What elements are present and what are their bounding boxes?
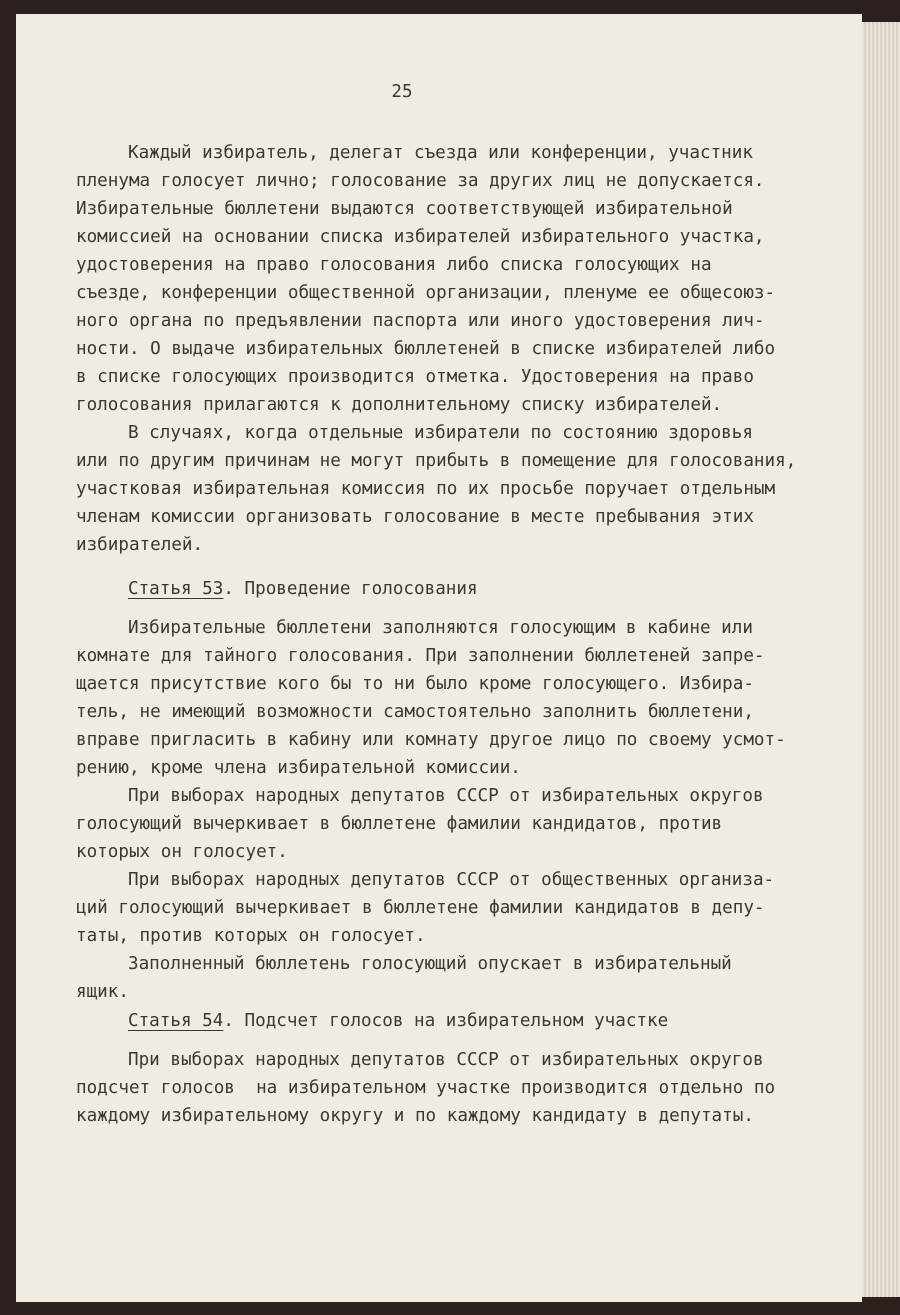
text-line: тель, не имеющий возможности самостоятельно заполнить бюллетени,: [76, 702, 754, 722]
text-line: При выборах народных депутатов СССР от общественных организа-: [128, 870, 775, 890]
document-page: [16, 14, 862, 1302]
text-line: каждому избирательному округу и по каждому кандидату в депутаты.: [76, 1106, 754, 1126]
text-line: удостоверения на право голосования либо списка голосующих на: [76, 255, 712, 275]
text-line: членам комиссии организовать голосование в месте пребывания этих: [76, 507, 754, 527]
page-text: [16, 14, 862, 1302]
text-line: Заполненный бюллетень голосующий опускает в избирательный: [128, 954, 732, 974]
article-54-title: . Подсчет голосов на избирательном участке: [223, 1011, 669, 1031]
text-line: ящик.: [76, 982, 129, 1002]
text-line: щается присутствие кого бы то ни было кроме голосующего. Избира-: [76, 674, 754, 694]
text-line: подсчет голосов на избирательном участке производится отдельно по: [76, 1078, 776, 1098]
text-line: вправе пригласить в кабину или комнату другое лицо по своему усмот-: [76, 730, 786, 750]
text-line: избирателей.: [76, 535, 204, 555]
text-line: которых он голосует.: [76, 842, 288, 862]
text-line: голосующий вычеркивает в бюллетене фамилии кандидатов, против: [76, 814, 723, 834]
text-line: комиссией на основании списка избирателей избирательного участка,: [76, 227, 765, 247]
text-line: Каждый избиратель, делегат съезда или конференции, участник: [128, 143, 753, 163]
text-line: В случаях, когда отдельные избиратели по состоянию здоровья: [128, 423, 753, 443]
text-line: Избирательные бюллетени выдаются соответствующей избирательной: [76, 199, 733, 219]
text-line: ности. О выдаче избирательных бюллетеней в списке избирателей либо: [76, 339, 776, 359]
text-line: в списке голосующих производится отметка. Удостоверения на право: [76, 367, 754, 387]
page-number: 25: [391, 82, 413, 102]
article-53-heading: [128, 577, 478, 601]
text-line: При выборах народных депутатов СССР от избирательных округов: [128, 1050, 764, 1070]
text-line: таты, против которых он голосует.: [76, 926, 426, 946]
text-line: пленума голосует лично; голосование за других лиц не допускается.: [76, 171, 765, 191]
text-line: съезде, конференции общественной организации, пленуме ее общесоюз-: [76, 283, 776, 303]
article-53-number: Статья 53: [128, 579, 224, 599]
text-line: или по другим причинам не могут прибыть в помещение для голосования,: [76, 451, 797, 471]
text-line: участковая избирательная комиссия по их просьбе поручает отдельным: [76, 479, 776, 499]
text-line: комнате для тайного голосования. При заполнении бюллетеней запре-: [76, 646, 765, 666]
text-line: голосования прилагаются к дополнительному списку избирателей.: [76, 395, 723, 415]
text-line: ций голосующий вычеркивает в бюллетене фамилии кандидатов в депу-: [76, 898, 765, 918]
text-line: ного органа по предъявлении паспорта или иного удостоверения лич-: [76, 311, 765, 331]
article-54-heading: [128, 1009, 668, 1033]
text-line: рению, кроме члена избирательной комиссии.: [76, 758, 521, 778]
article-54-number: Статья 54: [128, 1011, 224, 1031]
text-line: Избирательные бюллетени заполняются голосующим в кабине или: [128, 618, 753, 638]
article-53-title: . Проведение голосования: [223, 579, 478, 599]
text-line: При выборах народных депутатов СССР от избирательных округов: [128, 786, 764, 806]
